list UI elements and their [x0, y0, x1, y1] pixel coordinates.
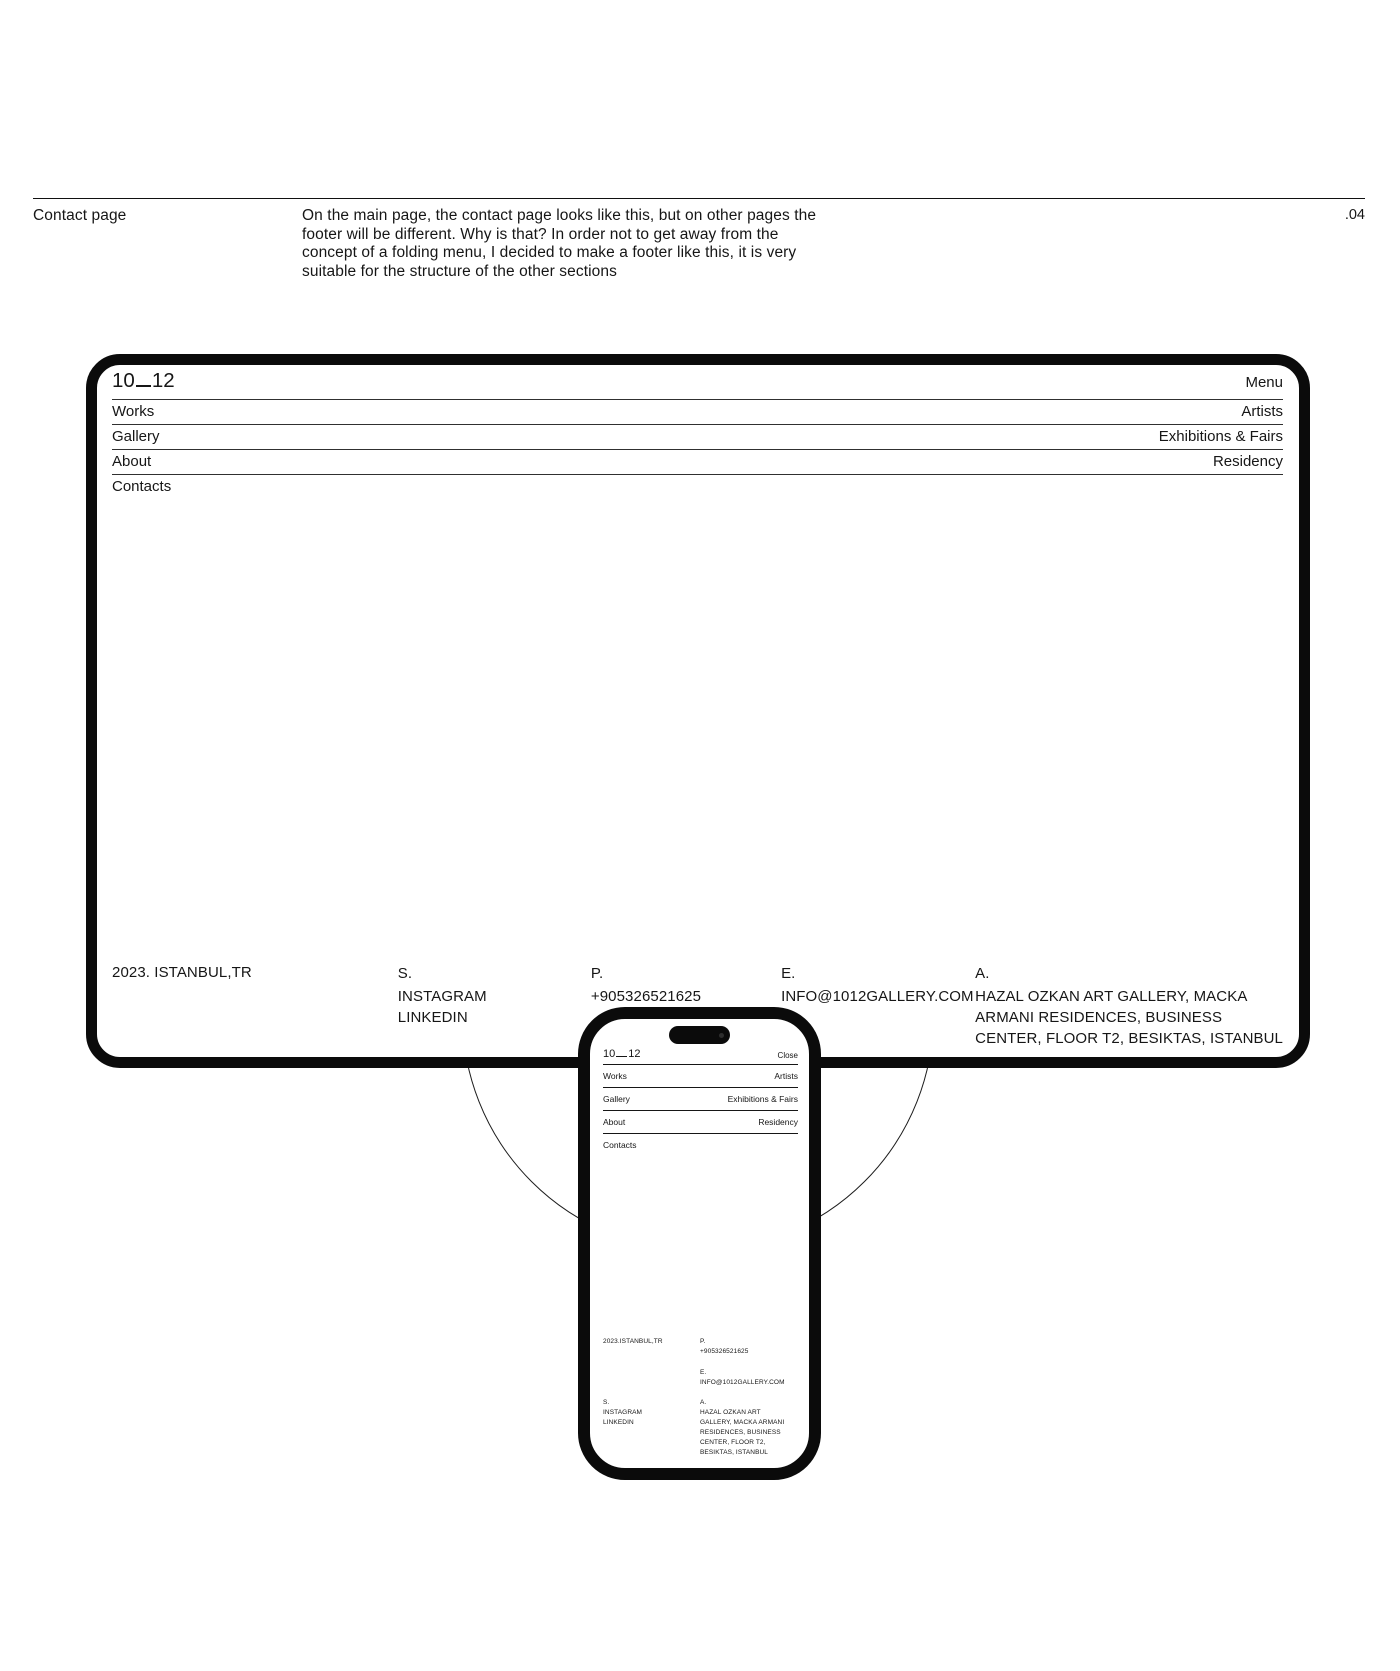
nav-item-residency[interactable]: Residency: [1212, 453, 1283, 470]
social-label: S.: [397, 965, 413, 982]
nav-row: [603, 1111, 798, 1134]
nav-row: [603, 1065, 798, 1088]
menu-toggle[interactable]: Menu: [1245, 374, 1283, 391]
page-number: .04: [1344, 207, 1365, 223]
logo[interactable]: [112, 370, 175, 391]
logo-right: 12: [628, 1048, 641, 1060]
phone-footer-row: [603, 1337, 801, 1388]
footer-social-column: [398, 962, 591, 1049]
phone-nav-item-residency[interactable]: Residency: [758, 1117, 798, 1127]
linkedin-link[interactable]: LINKEDIN: [397, 1009, 468, 1026]
phone-nav-item-contacts[interactable]: Contacts: [603, 1140, 637, 1150]
address-line: RESIDENCES, BUSINESS: [700, 1429, 781, 1436]
address-label: A.: [700, 1399, 707, 1406]
phone-link[interactable]: +905326521625: [590, 988, 702, 1005]
phone-link[interactable]: +905326521625: [700, 1348, 749, 1355]
logo-right: 12: [151, 369, 175, 392]
nav-row: [112, 450, 1283, 475]
phone-copyright-column: [603, 1337, 700, 1388]
nav-item-exhibitions[interactable]: Exhibitions & Fairs: [1158, 428, 1283, 445]
copyright-text: 2023.ISTANBUL,TR: [603, 1338, 663, 1345]
phone-mockup: [578, 1007, 821, 1480]
social-label: S.: [603, 1399, 610, 1406]
section-description: On the main page, the contact page looks like this, but on other pages the footer will be different. Why is that? In order not to get away from the concept of a folding menu, I decided to make a footer like this, it is very suitable for the structure of the other sections: [302, 207, 817, 280]
nav-row: [112, 400, 1283, 425]
phone-nav-item-works[interactable]: Works: [603, 1071, 627, 1081]
logo-dash: [136, 385, 151, 387]
desktop-mockup: [86, 354, 1310, 1068]
phone-label: P.: [590, 965, 604, 982]
address-line: CENTER, FLOOR T2, BESIKTAS, ISTANBUL: [975, 1030, 1283, 1047]
nav-row: [112, 475, 1283, 499]
desktop-menu-header: [112, 365, 1283, 400]
phone-nav-item-artists[interactable]: Artists: [774, 1071, 798, 1081]
email-label: E.: [781, 965, 796, 982]
nav-item-works[interactable]: Works: [112, 403, 155, 420]
phone-label: P.: [700, 1338, 706, 1345]
phone-address-column: [700, 1398, 788, 1458]
nav-item-gallery[interactable]: Gallery: [112, 428, 160, 445]
logo-left: 10: [603, 1048, 616, 1060]
nav-item-contacts[interactable]: Contacts: [112, 478, 172, 495]
linkedin-link[interactable]: LINKEDIN: [603, 1419, 634, 1426]
dynamic-island-notch: [669, 1026, 730, 1044]
address-line: BESIKTAS, ISTANBUL: [700, 1449, 769, 1456]
address-line: ARMANI RESIDENCES, BUSINESS: [975, 1009, 1223, 1026]
email-link[interactable]: INFO@1012GALLERY.COM: [700, 1379, 785, 1386]
footer-address-column: [975, 962, 1283, 1049]
address-line: HAZAL OZKAN ART GALLERY, MACKA: [975, 988, 1248, 1005]
phone-nav-item-exhibitions[interactable]: Exhibitions & Fairs: [727, 1094, 798, 1104]
nav-item-about[interactable]: About: [112, 453, 152, 470]
phone-footer-row: [603, 1398, 801, 1458]
phone-close-button[interactable]: Close: [777, 1051, 798, 1060]
email-label: E.: [700, 1369, 707, 1376]
logo-left: 10: [112, 369, 135, 392]
phone-nav-item-gallery[interactable]: Gallery: [603, 1094, 630, 1104]
copyright-text: 2023. ISTANBUL,TR: [112, 964, 252, 981]
address-line: CENTER, FLOOR T2,: [700, 1439, 766, 1446]
email-link[interactable]: INFO@1012GALLERY.COM: [781, 988, 974, 1005]
nav-row: [603, 1134, 798, 1156]
address-line: HAZAL OZKAN ART: [700, 1409, 761, 1416]
spacer: [700, 1357, 788, 1368]
camera-icon: [719, 1033, 724, 1038]
logo-dash: [616, 1056, 627, 1057]
phone-menu: [603, 1048, 798, 1156]
address-line: GALLERY, MACKA ARMANI: [700, 1419, 785, 1426]
nav-item-artists[interactable]: Artists: [1241, 403, 1283, 420]
phone-logo[interactable]: [603, 1048, 641, 1060]
phone-menu-header: [603, 1048, 798, 1065]
footer-copyright-column: [112, 962, 398, 1049]
desktop-menu: [97, 365, 1299, 499]
header-divider: [33, 198, 1365, 199]
phone-nav-item-about[interactable]: About: [603, 1117, 626, 1127]
nav-row: [112, 425, 1283, 450]
address-label: A.: [975, 965, 990, 982]
phone-footer: [603, 1337, 801, 1458]
nav-row: [603, 1088, 798, 1111]
instagram-link[interactable]: INSTAGRAM: [397, 988, 487, 1005]
instagram-link[interactable]: INSTAGRAM: [603, 1409, 643, 1416]
phone-contact-column: [700, 1337, 788, 1388]
section-title: Contact page: [33, 207, 127, 224]
phone-social-column: [603, 1398, 700, 1458]
